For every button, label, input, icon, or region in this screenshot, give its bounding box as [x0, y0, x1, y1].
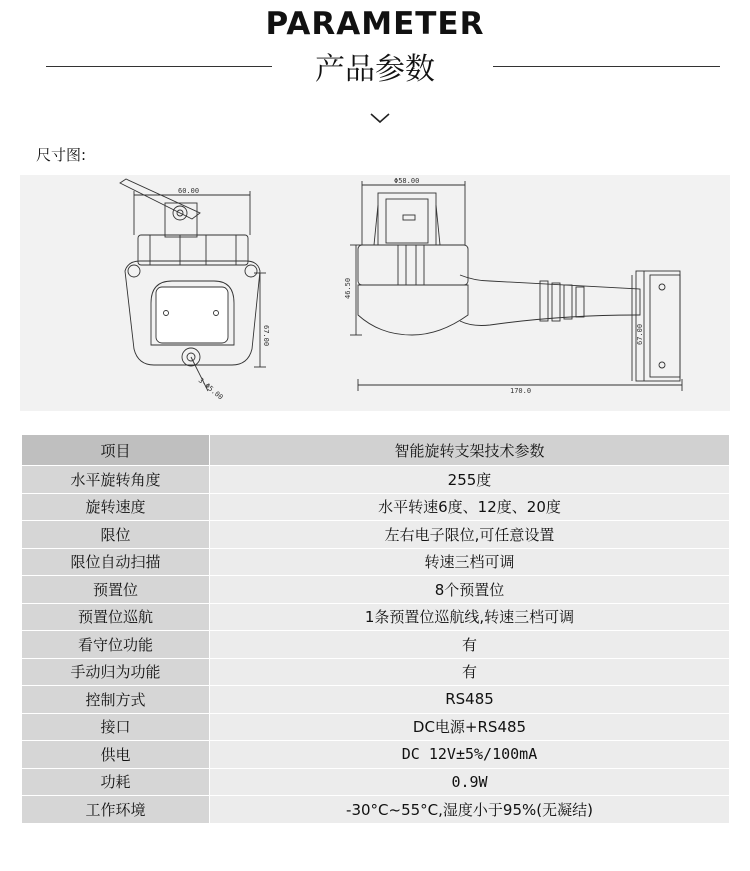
row-value: 转速三档可调 — [210, 548, 730, 576]
row-label: 接口 — [22, 713, 210, 741]
chevron-down-icon — [369, 110, 391, 129]
dimension-drawing — [20, 175, 730, 411]
table-row — [22, 631, 730, 659]
row-label: 预置位 — [22, 576, 210, 604]
dim-right-width: Φ58.00 — [394, 177, 420, 185]
row-label: 供电 — [22, 741, 210, 769]
table-row — [22, 493, 730, 521]
row-value: 1条预置位巡航线,转速三档可调 — [210, 603, 730, 631]
dimension-section-label: 尺寸图: — [36, 146, 87, 164]
table-row — [22, 658, 730, 686]
dim-left-height: 67.00 — [262, 325, 270, 347]
title-cn: 产品参数 — [315, 52, 435, 87]
row-label: 工作环境 — [22, 796, 210, 824]
row-value: RS485 — [210, 686, 730, 714]
row-label: 看守位功能 — [22, 631, 210, 659]
row-label: 旋转速度 — [22, 493, 210, 521]
row-value: 8个预置位 — [210, 576, 730, 604]
row-value: 水平转速6度、12度、20度 — [210, 493, 730, 521]
table-row — [22, 768, 730, 796]
table-row — [22, 521, 730, 549]
row-label: 手动归为功能 — [22, 658, 210, 686]
row-value: DC电源+RS485 — [210, 713, 730, 741]
table-row — [22, 713, 730, 741]
table-header-spec: 智能旋转支架技术参数 — [210, 435, 730, 466]
row-label: 功耗 — [22, 768, 210, 796]
dim-left-hole: 3-Φ5.00 — [196, 376, 225, 402]
row-label: 限位 — [22, 521, 210, 549]
table-header-item: 项目 — [22, 435, 210, 466]
row-label: 预置位巡航 — [22, 603, 210, 631]
row-value: 左右电子限位,可任意设置 — [210, 521, 730, 549]
dim-right-length: 170.0 — [510, 387, 532, 395]
table-row — [22, 796, 730, 824]
dim-right-height: 46.50 — [344, 277, 352, 299]
row-label: 水平旋转角度 — [22, 466, 210, 494]
dim-left-width: 60.00 — [178, 187, 200, 195]
table-row — [22, 686, 730, 714]
table-row — [22, 603, 730, 631]
table-row — [22, 576, 730, 604]
dimension-drawing-svg — [20, 175, 730, 411]
row-value: 有 — [210, 631, 730, 659]
table-header-row — [22, 435, 730, 466]
row-label: 控制方式 — [22, 686, 210, 714]
table-row — [22, 548, 730, 576]
row-value: 255度 — [210, 466, 730, 494]
row-value: -30°C~55°C,湿度小于95%(无凝结) — [210, 796, 730, 824]
row-value: 0.9W — [210, 768, 730, 796]
divider-right — [493, 66, 720, 67]
table-row — [22, 466, 730, 494]
title-en: PARAMETER — [265, 6, 485, 42]
dim-right-mount: 67.00 — [636, 323, 644, 345]
table-row — [22, 741, 730, 769]
row-value: 有 — [210, 658, 730, 686]
row-label: 限位自动扫描 — [22, 548, 210, 576]
spec-table — [21, 434, 730, 824]
row-value: DC 12V±5%/100mA — [210, 741, 730, 769]
